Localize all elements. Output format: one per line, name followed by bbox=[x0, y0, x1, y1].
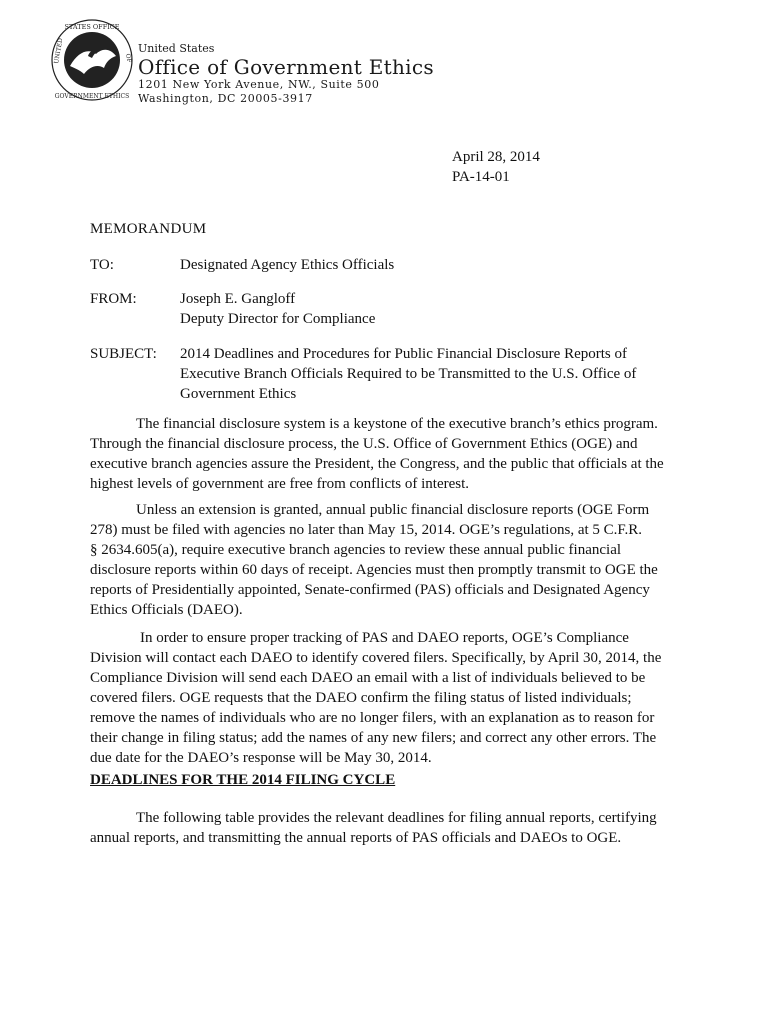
paragraph-line: Unless an extension is granted, annual public financial disclosure reports (OGE Form bbox=[136, 502, 650, 518]
paragraph-line: 278) must be filed with agencies no later than May 15, 2014. OGE’s regulations, at 5 C.F.R. bbox=[90, 522, 643, 538]
svg-text:GOVERNMENT ETHICS: GOVERNMENT ETHICS bbox=[54, 93, 130, 100]
letterhead-address-line1: 1201 New York Avenue, NW., Suite 500 bbox=[138, 78, 380, 91]
paragraph-line: Through the financial disclosure process, the U.S. Office of Government Ethics (OGE) and bbox=[90, 436, 638, 452]
body-paragraph-3 bbox=[90, 628, 685, 768]
date-block bbox=[452, 147, 540, 187]
paragraph-line: The following table provides the relevant deadlines for filing annual reports, certifying bbox=[136, 810, 657, 826]
paragraph-line: § 2634.605(a), require executive branch agencies to review these annual public financial bbox=[90, 542, 622, 558]
paragraph-line: reports of Presidentially appointed, Senate-confirmed (PAS) officials and Designated Agency bbox=[90, 582, 650, 598]
subject-line: Executive Branch Officials Required to be Transmitted to the U.S. Office of bbox=[180, 366, 637, 382]
section-heading: DEADLINES FOR THE 2014 FILING CYCLE bbox=[90, 772, 396, 788]
subject-line: Government Ethics bbox=[180, 386, 297, 402]
letterhead-address-line2: Washington, DC 20005-3917 bbox=[138, 92, 313, 105]
paragraph-line: due date for the DAEO’s response will be May 30, 2014. bbox=[90, 750, 432, 766]
letterhead-office-name: Office of Government Ethics bbox=[138, 55, 434, 79]
to-label: TO: bbox=[90, 257, 114, 273]
memo-reference: PA-14-01 bbox=[452, 169, 510, 185]
from-name: Joseph E. Gangloff bbox=[180, 291, 296, 307]
oge-seal-icon bbox=[50, 18, 134, 102]
body-paragraph-2 bbox=[90, 500, 685, 620]
subject-label: SUBJECT: bbox=[90, 346, 157, 362]
paragraph-line: executive branch agencies assure the President, the Congress, and the public that officials at the bbox=[90, 456, 664, 472]
svg-text:UNITED: UNITED bbox=[53, 37, 65, 65]
letterhead-country: United States bbox=[138, 42, 215, 55]
paragraph-line: annual reports, and transmitting the annual reports of PAS officials and DAEOs to OGE. bbox=[90, 830, 622, 846]
body-paragraph-4 bbox=[90, 808, 685, 848]
paragraph-line: In order to ensure proper tracking of PAS and DAEO reports, OGE’s Compliance bbox=[140, 630, 629, 646]
paragraph-line: Compliance Division will send each DAEO an email with a list of individuals believed to be bbox=[90, 670, 646, 686]
letterhead bbox=[50, 18, 450, 118]
subject-line: 2014 Deadlines and Procedures for Public Financial Disclosure Reports of bbox=[180, 346, 627, 362]
paragraph-line: Division will contact each DAEO to identify covered filers. Specifically, by April 30, 2014, the bbox=[90, 650, 662, 666]
paragraph-line: disclosure reports within 60 days of receipt. Agencies must then promptly transmit to OGE the bbox=[90, 562, 658, 578]
paragraph-line: Ethics Officials (DAEO). bbox=[90, 602, 243, 618]
memo-title: MEMORANDUM bbox=[90, 221, 207, 237]
from-label: FROM: bbox=[90, 291, 137, 307]
to-value: Designated Agency Ethics Officials bbox=[180, 257, 395, 273]
paragraph-line: their change in filing status; add the names of any new filers; and correct any other errors. The bbox=[90, 730, 657, 746]
svg-text:STATES OFFICE: STATES OFFICE bbox=[64, 23, 120, 31]
paragraph-line: The financial disclosure system is a keystone of the executive branch’s ethics program. bbox=[136, 416, 658, 432]
body-paragraph-1 bbox=[90, 414, 685, 494]
paragraph-line: covered filers. OGE requests that the DAEO confirm the filing status of listed individuals; bbox=[90, 690, 632, 706]
svg-text:OF: OF bbox=[124, 53, 133, 64]
paragraph-line: remove the names of individuals who are no longer filers, with an explanation as to reason for bbox=[90, 710, 655, 726]
paragraph-line: highest levels of government are free from conflicts of interest. bbox=[90, 476, 470, 492]
memo-date: April 28, 2014 bbox=[452, 149, 540, 165]
from-title: Deputy Director for Compliance bbox=[180, 311, 376, 327]
